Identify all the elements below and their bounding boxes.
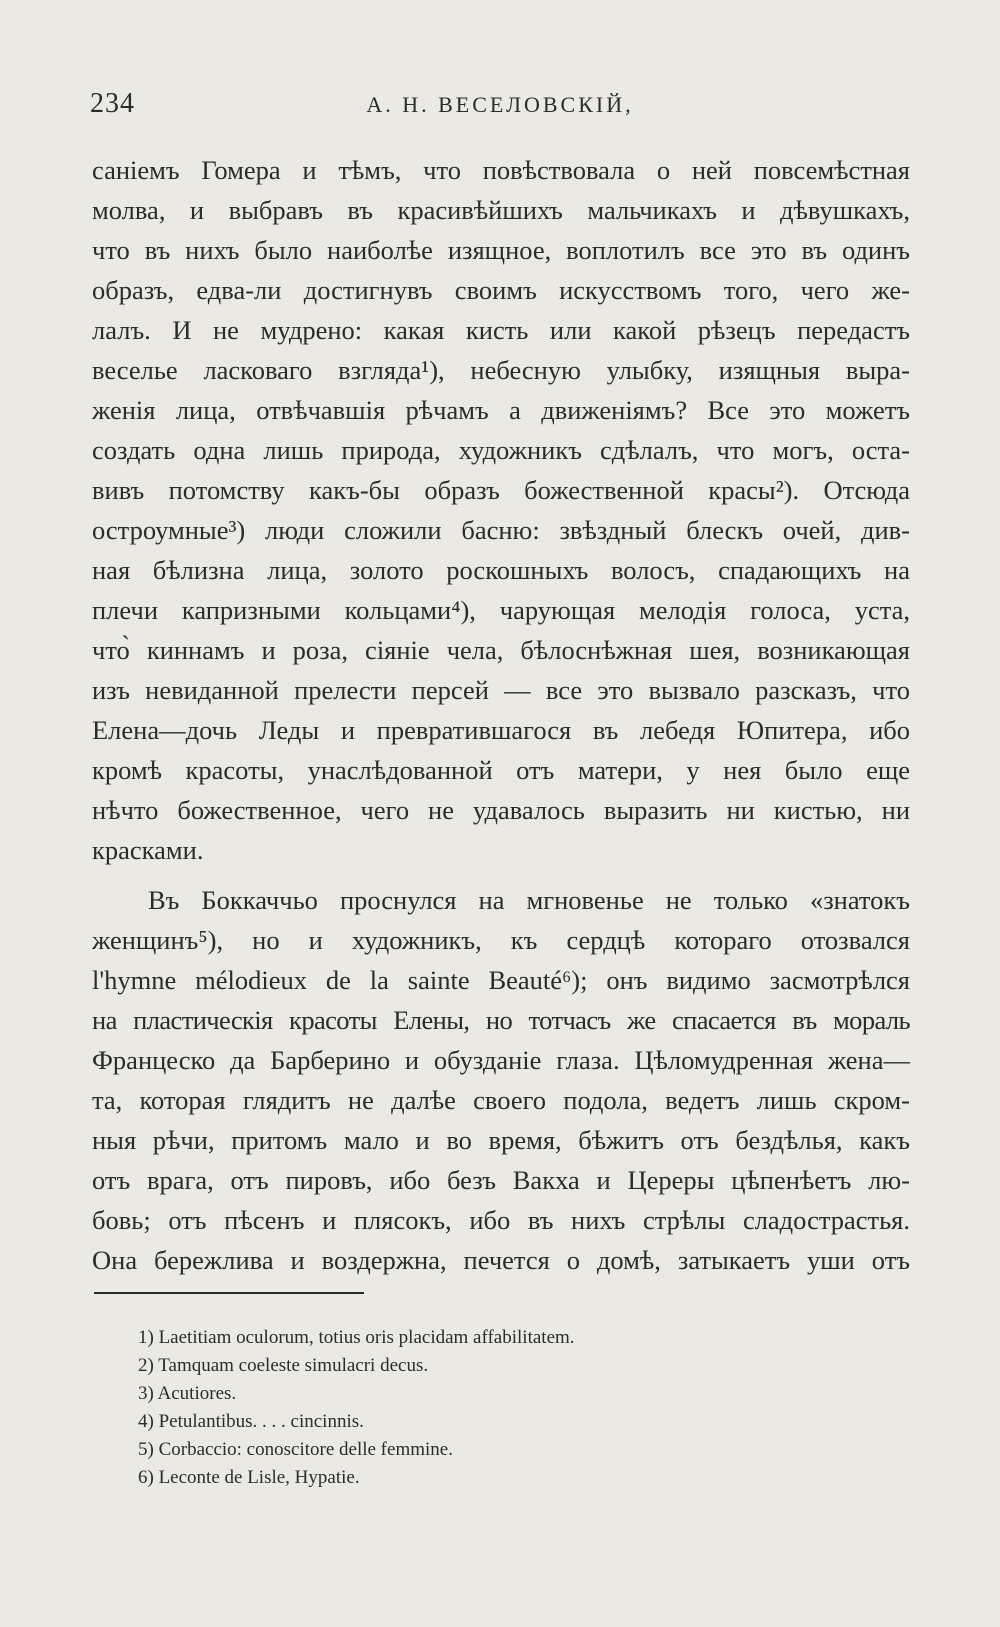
- text-line: Францеско да Барберино и обузданіе глаза. Цѣломудренная жена—: [92, 1045, 910, 1075]
- text-line: l'hymne mélodieux de la sainte Beauté⁶); онъ видимо засмотрѣлся: [92, 965, 910, 995]
- text-line: саніемъ Гомера и тѣмъ, что повѣствовала о ней повсемѣстная: [92, 155, 910, 185]
- paragraph-1: [92, 150, 910, 870]
- text-line: ная бѣлизна лица, золото роскошныхъ волосъ, спадающихъ на: [92, 555, 910, 585]
- text-line: лалъ. И не мудрено: какая кисть или какой рѣзецъ передастъ: [92, 315, 910, 345]
- text-line: красками.: [92, 835, 204, 865]
- text-line: вивъ потомству какъ-бы образъ божественной красы²). Отсюда: [92, 475, 910, 505]
- footnotes: [138, 1324, 878, 1492]
- text-line: бовь; отъ пѣсенъ и плясокъ, ибо въ нихъ стрѣлы сладострастья.: [92, 1205, 910, 1235]
- footnote-divider: [94, 1292, 364, 1294]
- text-line: нѣчто божественное, чего не удавалось выразить ни кистью, ни: [92, 795, 910, 825]
- text-line: та, которая глядитъ не далѣе своего подола, ведетъ лишь скром-: [92, 1085, 910, 1115]
- text-line: молва, и выбравъ въ красивѣйшихъ мальчикахъ и дѣвушкахъ,: [92, 195, 910, 225]
- running-head: А. Н. ВЕСЕЛОВСКІЙ,: [366, 92, 634, 117]
- text-line: веселье ласковаго взгляда¹), небесную улыбку, изящныя выра-: [92, 355, 910, 385]
- text-line: кромѣ красоты, унаслѣдованной отъ матери, у нея было еще: [92, 755, 910, 785]
- text-line: женія лица, отвѣчавшія рѣчамъ а движеніямъ? Все это можетъ: [92, 395, 910, 425]
- text-line: женщинъ⁵), но и художникъ, къ сердцѣ котораго отозвался: [92, 925, 910, 955]
- page-number: 234: [90, 88, 135, 119]
- footnote: 5) Corbaccio: conoscitore delle femmine.: [138, 1439, 453, 1460]
- footnote: 4) Petulantibus. . . . cincinnis.: [138, 1411, 364, 1432]
- text-line: образъ, едва-ли достигнувъ своимъ искусствомъ того, чего же-: [92, 275, 910, 305]
- text-line: создать одна лишь природа, художникъ сдѣлалъ, что могъ, оста-: [92, 435, 910, 465]
- text-line: что̀ киннамъ и роза, сіяніе чела, бѣлоснѣжная шея, возникающая: [92, 635, 910, 665]
- footnote: 6) Leconte de Lisle, Hypatie.: [138, 1467, 360, 1488]
- page-header: [90, 88, 910, 128]
- text-line: что въ нихъ было наиболѣе изящное, воплотилъ все это въ одинъ: [92, 235, 910, 265]
- paragraph-gap: [92, 870, 910, 880]
- text-line: плечи капризными кольцами⁴), чарующая мелодія голоса, уста,: [92, 595, 910, 625]
- paragraph-2: [92, 880, 910, 1280]
- footnote: 1) Laetitiam oculorum, totius oris placidam affabilitatem.: [138, 1327, 575, 1348]
- text-line: Она бережлива и воздержна, печется о домѣ, затыкаетъ уши отъ: [92, 1245, 910, 1275]
- text-line: ныя рѣчи, притомъ мало и во время, бѣжитъ отъ бездѣлья, какъ: [92, 1125, 910, 1155]
- body-text: [92, 150, 910, 1280]
- text-line: на пластическія красоты Елены, но тотчасъ же спасается въ мораль: [92, 1005, 910, 1035]
- text-line: Въ Боккаччьо проснулся на мгновенье не только «знатокъ: [148, 885, 910, 915]
- text-line: изъ невиданной прелести персей — все это вызвало разсказъ, что: [92, 675, 910, 705]
- footnote: 3) Acutiores.: [138, 1383, 237, 1404]
- text-line: остроумные³) люди сложили басню: звѣздный блескъ очей, див-: [92, 515, 910, 545]
- footnote: 2) Tamquam coeleste simulacri decus.: [138, 1355, 429, 1376]
- text-line: Елена—дочь Леды и превратившагося въ лебедя Юпитера, ибо: [92, 715, 910, 745]
- text-line: отъ врага, отъ пировъ, ибо безъ Вакха и Цереры цѣпенѣетъ лю-: [92, 1165, 910, 1195]
